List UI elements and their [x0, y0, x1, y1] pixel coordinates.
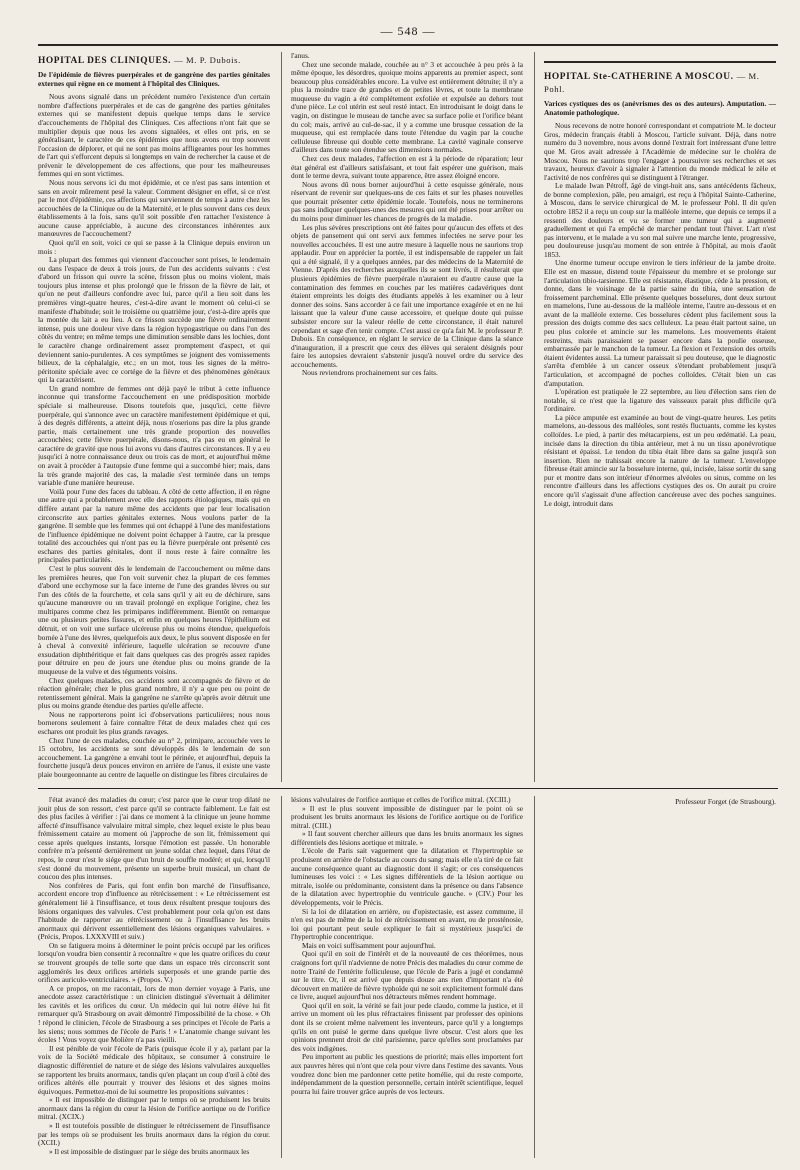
lower-column-1 — [38, 796, 270, 1158]
paragraph: Quoi qu'il en soit, voici ce qui se passe à la Clinique depuis environ un mois : — [38, 238, 270, 256]
upper-column-1 — [38, 52, 270, 782]
paragraph: L'école de Paris sait vaguement que la dilatation et l'hypertrophie se produisent en arrière de l'obstacle au cours du sang; mais elle n'a tiré de ce fait aucune conséquence quant au diagnostic dont il s'agit; or ces conséquences lumineuses les voici : « Les signes différentiels de la lésion aortique ou mitrale, isolée ou prédominante, consistent dans la présence ou dans l'absence de la dilatation avec hypertrophie du ventricule gauche. » (CIV.) Pour les développements, voir le Précis. — [291, 846, 523, 907]
paragraph: » Il est le plus souvent impossible de distinguer par le point où se produisent les bruits anormaux les lésions de l'orifice aortique ou de l'orifice mitral. (CIII.) — [291, 803, 523, 830]
paragraph: « Il est impossible de distinguer par le temps où se produisent les bruits anormaux dans la région du cœur la lésion de l'orifice aortique ou de l'orifice mitral. (XCIX.) — [38, 1095, 270, 1122]
paragraph: Le malade Iwan Pétroff, âgé de vingt-huit ans, sans antécédents fâcheux, de bonne complexion, pâle, peu amaigri, est reçu à l'hôpital Sainte-Catherine, à Moscou, dans le service chirurgical de M. le professeur Pohl. Il dit qu'en octobre 1852 il a reçu un coup sur la malléole interne, que depuis ce temps il a ressenti des douleurs et vu se former une tumeur qui a augmenté graduellement et qui l'a empêché de marcher pendant tout l'hiver. L'art n'est pas intervenu, et le malade a vu son mal suivre une marche lente, progressive, peu douloureuse jusqu'au moment de son entrée à l'hôpital, au mois d'août 1853. — [544, 181, 776, 259]
lower-column-2 — [291, 796, 523, 1158]
paragraph: L'opération est pratiquée le 22 septembre, au lieu d'élection sans rien de notable, si ce n'est que la ligature des vaisseaux parait plus difficile qu'à l'ordinaire. — [544, 387, 776, 414]
lower-body-continued — [291, 796, 523, 1096]
article-1-subtitle: De l'épidémie de fièvres puerpérales et de gangrène des parties génitales externes qui règne en ce moment à l'hôpital des Cliniques. — [38, 70, 270, 88]
paragraph: Mais en voici suffisamment pour aujourd'hui. — [302, 940, 436, 950]
paragraph: Il est pénible de voir l'école de Paris (puisque école il y a), parlant par la voix de la Société médicale des hôpitaux, se consumer à construire le diagnostic différentiel de nature et de siége des lésions valvulaires auxquelles se rapportent les bruits anormaux, tandis qu'en plaçant un coup d'œil à côté des orifices altérés elle pourrait y trouver des lésions et des signes moins équivoques. Permettez-moi de lui soumettre les propositions suivantes : — [38, 1043, 270, 1096]
article-2-subtitle: Varices cystiques des os (anévrismes des os des auteurs). Amputation. — Anatomie pathologique. — [544, 99, 776, 117]
paragraph: Nous avons signalé dans un précédent numéro l'existence d'un certain nombre d'affections puerpérales et de cas de gangrène des parties génitales externes qui se manifestent depuis quelque temps dans le service d'accouchements de l'hôpital des Cliniques. Ces affections n'ont fait que se multiplier depuis que nous les avons signalées, et elles ont pris, en se généralisant, le caractère de ces épidémies que nous avons eu trop souvent l'occasion de déplorer, et qui ne sont pas moins affligeantes pour les hommes de l'art qui s'efforcent depuis si longtemps en vain de rechercher la cause et de prévenir le développement de ces affections, que pour les malheureuses femmes qui en sont victimes. — [38, 92, 270, 179]
paragraph: Nos confrères de Paris, qui font enfin bon marché de l'insuffisance, accordent encore trop d'influence au rétrécissement : « Le rétrécissement est généralement lié à l'insuffisance, et tous deux résultent presque toujours des lésions organiques des valvules. C'est probablement pour cela qu'on est dans l'habitude de rapporter au rétrécissement ou à l'insuffisance les bruits anormaux qui dérivent essentiellement des lésions organiques valvulaires. » (Précis, Propos. LXXXVIII et suiv.) — [38, 880, 270, 942]
column-divider — [281, 52, 282, 782]
column-divider — [281, 796, 282, 1158]
paragraph: Quoi qu'il en soit de l'intérêt et de la nouveauté de ces théorèmes, nous craignons fort qu'il n'advienne de notre Précis des maladies du cœur comme de notre Traité de l'entérite folliculeuse, que l'école de Paris a jugé et condamné sur le titre. Or, il est arrivé que depuis douze ans rien d'important n'a été découvert en matière de fièvre typhoïde qui ne soit explicitement formulé dans ce livre, auquel aujourd'hui nos détracteurs mêmes rendent hommage. — [291, 949, 523, 1002]
paragraph: » Il est impossible de distinguer par le siége des bruits anormaux les — [49, 1146, 250, 1156]
upper-column-2 — [291, 52, 523, 782]
paragraph-continued: lésions valvulaires de l'orifice aortique et celles de l'orifice mitral. (XCIII.) — [291, 796, 511, 804]
article-2-title: HOPITAL Ste-CATHERINE A MOSCOU. — M. Pohl. — [544, 71, 760, 94]
paragraph: A ce propos, on me racontait, lors de mon dernier voyage à Paris, une anecdote assez caractéristique : un clinicien distingué s'évertuait à délimiter les cavités et les orifices du cœur. Un médecin qui lui notre élève lui fit remarquer qu'à Strasbourg on avait démontré l'impossibilité de la chose. « Oh ! répond le clinicien, l'école de Strasbourg a ses principes et l'école de Paris a les siens; nous sommes de l'école de Paris ! » L'anatomie change suivant les écoles ! Vous voyez que Molière n'a pas vieilli. — [38, 983, 270, 1045]
paragraph: Chez l'une de ces malades, couchée au n° 2, primipare, accouchée vers le 15 octobre, les accidents se sont développés dès le lendemain de son accouchement. La gangrène a envahi tout le périnée, et aujourd'hui, depuis la fourchette jusqu'à deux pouces environ en arrière de l'anus, il existe une vaste plaie bourgeonnante au centre de laquelle on distingue les fibres circulaires de — [38, 735, 270, 779]
paragraph: C'est le plus souvent dès le lendemain de l'accouchement ou même dans les premières heures, que l'on voit survenir chez la plupart de ces femmes d'abord une ecchymose sur la face interne de l'une des grandes lèvres ou sur l'un des côtés de la fourchette, et cela sans qu'il y ait eu de déchirure, sans qu'aucune manœuvre ou un travail prolongé en explique l'origine, chez les multipares comme chez les primipares indifféremment. Bientôt on remarque une ou plusieurs petites fissures, et enfin en quelques heures l'épithélium est détruit, et on voit une surface ulcéreuse plus ou moins étendue, quelquefois bornée à l'une des lèvres, quelquefois aux deux, le plus souvent disposée en fer à cheval à convexité inférieure, laquelle ulcération se recouvre d'une exsudation diphthéritique et fait dans quelques cas des progrès assez rapides pour détruire en peu de jours une étendue plus ou moins grande de la muqueuse de la vulve et des téguments voisins. — [38, 563, 270, 676]
paragraph: La plupart des femmes qui viennent d'accoucher sont prises, le lendemain ou dans l'espace de deux à trois jours, de l'un des accidents suivants : c'est d'abord un frisson qui ouvre la scène, frisson plus ou moins violent, mais toujours plus intense et plus prolongé que le frisson de la fièvre de lait, et qu'on ne peut d'ailleurs confondre avec lui, parce qu'il a lieu soit dans les premières vingt-quatre heures, c'est-à-dire avant le moment où celui-ci se manifeste d'habitude; soit le troisième ou quatrième jour, c'est-à-dire après que la montée du lait a eu lieu. A ce frisson succède une fièvre ordinairement intense, puis une douleur vive dans la région hypogastrique ou dans l'un des côtés du ventre; en même temps une diminution sensible dans les lochies, dont le caractère change ordinairement assez promptement d'aspect, et qui deviennent sanio-purulentes. A ces symptômes se joignent des vomissements bilieux, de la céphalalgie, etc.; en un mot, tous les signes de la métro-péritonite spéciale avec ce cortége de la fièvre et des phénomènes généraux qui la caractérisent. — [38, 255, 270, 385]
paragraph: Voilà pour l'une des faces du tableau. A côté de cette affection, il en règne une autre qui a probablement avec elle des rapports étiologiques, mais qui en diffère autant par la nature même des accidents que par leur localisation circonscrite aux parties génitales externes. Nous voulons parler de la gangrène. Il semble que les femmes qui ont échappé à l'une des manifestations de l'influence épidémique ne doivent point échapper à l'autre, car la presque totalité des accouchées qui n'ont pas eu la fièvre puerpérale ont présenté ces eschares des parties génitales, dont il nous reste à faire connaître les principales particularités. — [38, 486, 270, 565]
paragraph: Peu importent au public les questions de priorité; mais elles importent fort aux pauvres hères qui n'ont que cela pour vivre dans l'estime des savants. Vous voudrez donc bien me pardonner cette petite homélie, qui du reste comporte, indépendamment de la question personnelle, certain intérêt scientifique, lequel pourra lui faire trouver grâce auprès de vos lecteurs. — [291, 1052, 523, 1096]
signature: Professeur Forget (de Strasbourg). — [675, 797, 776, 806]
top-rule — [38, 44, 778, 46]
column-divider — [534, 52, 535, 782]
upper-column-3 — [544, 52, 776, 782]
lower-body — [38, 796, 270, 1156]
paragraph: Quoi qu'il en soit, la vérité se fait jour pede claudo, comme la justice, et il arrive un moment où les plus réfractaires finissent par professer des opinions dont ils se croient même naïvement les inventeurs, parce qu'il y a longtemps qu'ils en ont puisé le germe dans quelque livre obscur. C'est alors que les opinions prennent droit de cité parisienne, parce qu'elles sont proclamées par des voix indigènes. — [291, 1000, 523, 1053]
article-1-body-continued — [291, 52, 523, 378]
page-number: — 548 — — [380, 24, 436, 38]
paragraph: Un grand nombre de femmes ont déjà payé le tribut à cette influence inconnue qui transforme l'accouchement en une prédisposition morbide spéciale si malheureuse. Disons toutefois que, jusqu'ici, cette fièvre puerpérale, qui s'annonce avec un caractère manifestement épidémique et qui, à des degrés différents, a atteint déjà, nous n'oserions pas dire la plus grande partie, mais certainement une très grande proportion des nouvelles accouchées; cette fièvre puerpérale, disons-nous, n'a pas eu en général le caractère de gravité que nous lui avons vu dans d'autres circonstances. Il y a eu jusqu'ici à notre connaissance deux ou trois cas de mort, et aujourd'hui même on avait à procéder à l'autopsie d'une femme qui a succombé hier; mais, dans la très grande majorité des cas, la maladie s'est terminée dans un temps variable d'une manière heureuse. — [38, 383, 270, 488]
paragraph: La pièce amputée est examinée au bout de vingt-quatre heures. Les petits mamelons, au-dessous des malléoles, sont restés fluctuants, comme les kystes colloïdes. Le pied, à partir des métacarpiens, est un peu œdématié. La peau, incisée dans la direction du tibia antérieur, met à nu un tissu aponévrotique résistant et épaissi. Le tendon du tibia était libre dans sa gaîne jusqu'à son insertion. Rien ne trahissait encore la nature de la tumeur. L'enveloppe fibreuse était amincie sur la bosselure interne, qui, incisée, laisse sortir du sang pur et montre dans son intérieur d'énormes alvéoles ou sinus, comme on les rencontre d'ailleurs dans les affections cystiques des os. On aurait pu croire encore qu'il s'agissait d'une affection cancéreuse avec des poches sanguines. Le doigt, introduit dans — [544, 412, 776, 508]
paragraph: Nous nous servons ici du mot épidémie, et ce n'est pas sans intention et sans en avoir mûrement pesé la valeur. Comment désigner en effet, si ce n'est par le mot d'épidémie, ces affections qui surviennent de temps à autre chez les accouchées de la Clinique ou de la Maternité, et le plus souvent dans ces deux établissements à la fois, sans qu'il soit possible d'en rattacher l'existence à aucune cause appréciable, à aucune des circonstances inhérentes aux manœuvres de l'accouchement? — [38, 177, 270, 239]
paragraph: l'état avancé des maladies du cœur; c'est parce que le cœur trop dilaté ne jouit plus de son ressort, c'est parce qu'il se contracte faiblement. Le fait est des plus faciles à vérifier : j'ai dans ce moment à la clinique un jeune homme affecté d'insuffisance valvulaire mitral simple, chez lequel existe le plus beau frémissement cataire au moment où j'approche de son lit, frémissement qui cesse après quelques instants, lorsque l'émotion est passée. Un honorable confrère m'a présenté dernièrement un jeune soldat chez lequel, dans l'état de repos, le cœur n'est le siége que d'un bruit de souffle modéré; et qui, lorsqu'il s'est donné du mouvement, présente un superbe bruit musical, un chant de coucou des plus intenses. — [38, 796, 270, 882]
lower-column-3 — [544, 796, 776, 1158]
paragraph: Une énorme tumeur occupe environ le tiers inférieur de la jambe droite. Elle est en massue, distend toute l'épaisseur du membre et se prolonge sur l'articulation tibio-tarsienne. Elle est résistante, élastique, cède à la pression, et donne, dans le voisinage de la partie saine du tibia, une sensation de froissement parcheminal. Elle présente quelques bosselures, dont deux surtout en mamelons, l'une au-dessous de la malléole interne, l'autre au-dessous et en avant de la malléole externe. Ces bosselures cèdent plus facilement sous la pression des doigts comme des sacs celluleux. La peau était partout saine, un peu plus colorée et amincie sur les mamelons. Les mouvements étaient restreints, mais paraissaient se passer encore dans la poulie osseuse, embarrassée par le manchon de la tumeur. La flexion et l'extension des orteils étaient évidentes aussi. La tumeur paraissait si peu douteuse, que le diagnostic s'arrêta d'emblée à un cancer osseux s'étendant probablement jusqu'à l'articulation, et accompagné de poches colloïdes. C'était bien un cas d'amputation. — [544, 258, 776, 388]
paragraph: » Il est toutefois possible de distinguer le rétrécissement de l'insuffisance par les temps où se produisent les bruits anormaux dans la région du cœur. (XCII.) — [38, 1120, 270, 1148]
paragraph: » Il faut souvent chercher ailleurs que dans les bruits anormaux les signes différentiels des lésions aortique et mitrale. » — [291, 829, 523, 847]
paragraph: Nous avons dû nous borner aujourd'hui à cette esquisse générale, nous réservant de revenir sur quelques-uns de ces faits et sur les phases nouvelles que pourrait présenter cette épidémie locale. Toutefois, nous ne terminerons pas sans indiquer quelques-unes des mesures qui ont été prises pour arrêter ou du moins pour diminuer les chances de progrès de la maladie. — [291, 179, 523, 223]
paragraph: On se fatiguera moins à déterminer le point précis occupé par les orifices lorsqu'on voudra bien consentir à reconnaître « que les quatre orifices du cœur se trouvent groupés de telle sorte que dans un espace très circonscrit sont agglomérés les deux orifices artériels superposés et une grande partie des orifices auriculo-ventriculaires. » (Propos. V.) — [38, 940, 270, 985]
paragraph: Chez une seconde malade, couchée au n° 3 et accouchée à peu près à la même époque, les désordres, quoique moins apparents au premier aspect, sont beaucoup plus considérables encore. La vulve est entièrement détruite; il n'y a plus la moindre trace de grandes et de petites lèvres, et toute la membrane muqueuse du vagin a été complétement exfoliée et expulsée au dehors tout d'une pièce. Le col utérin est seul resté intact. En introduisant le doigt dans le vagin, on distingue le museau de tanche avec sa surface polie et l'orifice béant du col; mais, arrivé au cul-de-sac, il y a comme une brusque cessation de la muqueuse, qui est remplacée dans toute l'étendue du vagin par la couche celluleuse fibreuse qui double cette membrane. La cavité vaginale conserve d'ailleurs dans toute son étendue ses dimensions normales. — [291, 59, 523, 155]
paragraph: Nous recevons de notre honoré correspondant et compatriote M. le docteur Gros, médecin français établi à Moscou, l'article suivant. Déjà, dans notre numéro du 3 novembre, nous avons donné l'extrait fort intéressant d'une lettre que M. Gros avait adressée à l'Académie de médecine sur le choléra de Moscou. Nous ne saurions trop l'engager à poursuivre ses recherches et ses travaux, heureux d'avoir à signaler à l'attention du monde médical le zèle et l'activité de nos confrères qui se distinguent à l'étranger. — [544, 121, 776, 182]
article-1-title: HOPITAL DES CLINIQUES. — M. P. Dubois. — [38, 55, 241, 66]
paragraph: Les plus sévères prescriptions ont été faites pour qu'aucun des effets et des objets de pansement qui ont servi aux femmes infectées ne serve pour les nouvelles accouchées. Il est une autre mesure à laquelle nous ne saurions trop applaudir. Pour en apprécier la portée, il est indispensable de rappeler un fait qui a été signalé, il y a quelques années, par des médecins de la Maternité de Vienne. D'après des recherches auxquelles ils se sont livrés, il résulterait que plusieurs épidémies de fièvre puerpérale n'auraient eu d'autre cause que la contamination des femmes en couches par les matières cadavériques dont étaient empreints les doigts des étudiants appelés à les examiner ou à leur donner des soins. Sans accorder à ce fait une importance exagérée et en ne lui laissant que la valeur d'une cause accessoire, et quelque doute qui puisse subsister encore sur la valeur réelle de cette circonstance, il était naturel cependant et sage d'en tenir compte. C'est aussi ce qu'a fait M. le professeur P. Dubois. En conséquence, en réglant le service de la Clinique dans la séance d'inauguration, il a prescrit que ceux des élèves qui seraient désignés pour faire les autopsies devraient s'abstenir jusqu'à nouvel ordre du service des accouchements. — [291, 222, 523, 369]
column-divider — [534, 796, 535, 1158]
paragraph: Nous ne rapporterons point ici d'observations particulières; nous nous bornerons seulement à faire connaître l'état de deux malades chez qui ces eschares ont produit les plus grands ravages. — [38, 709, 270, 736]
paragraph: Chez ces deux malades, l'affection en est à la période de réparation; leur état général est d'ailleurs satisfaisant, et tout fait espérer une guérison, mais dont le terme devra, suivant toute apparence, être assez éloigné encore. — [291, 153, 523, 181]
newspaper-page — [38, 22, 778, 1160]
article-2-body — [544, 122, 776, 508]
paragraph: Si la loi de dilatation en arrière, ou d'opistectasie, est assez commune, il n'en est pas de même de la loi de rétrécissement en avant, ou de prosténosie, loi qui pourtant peut seule expliquer le fait si mystérieux jusqu'ici de l'hypertrophie concentrique. — [291, 906, 523, 942]
middle-rule — [38, 788, 778, 789]
paragraph-continued: l'anus. — [291, 52, 310, 60]
paragraph: Nous reviendrons prochainement sur ces faits. — [302, 368, 438, 378]
paragraph: Chez quelques malades, ces accidents sont accompagnés de fièvre et de réaction générale; chez le plus grand nombre, il n'y a que peu ou point de retentissement général. Mais la gangrène ne s'arrête qu'après avoir détruit une plus ou moins grande étendue des parties qu'elle affecte. — [38, 675, 270, 711]
article-separator — [544, 61, 776, 63]
article-1-body — [38, 93, 270, 779]
